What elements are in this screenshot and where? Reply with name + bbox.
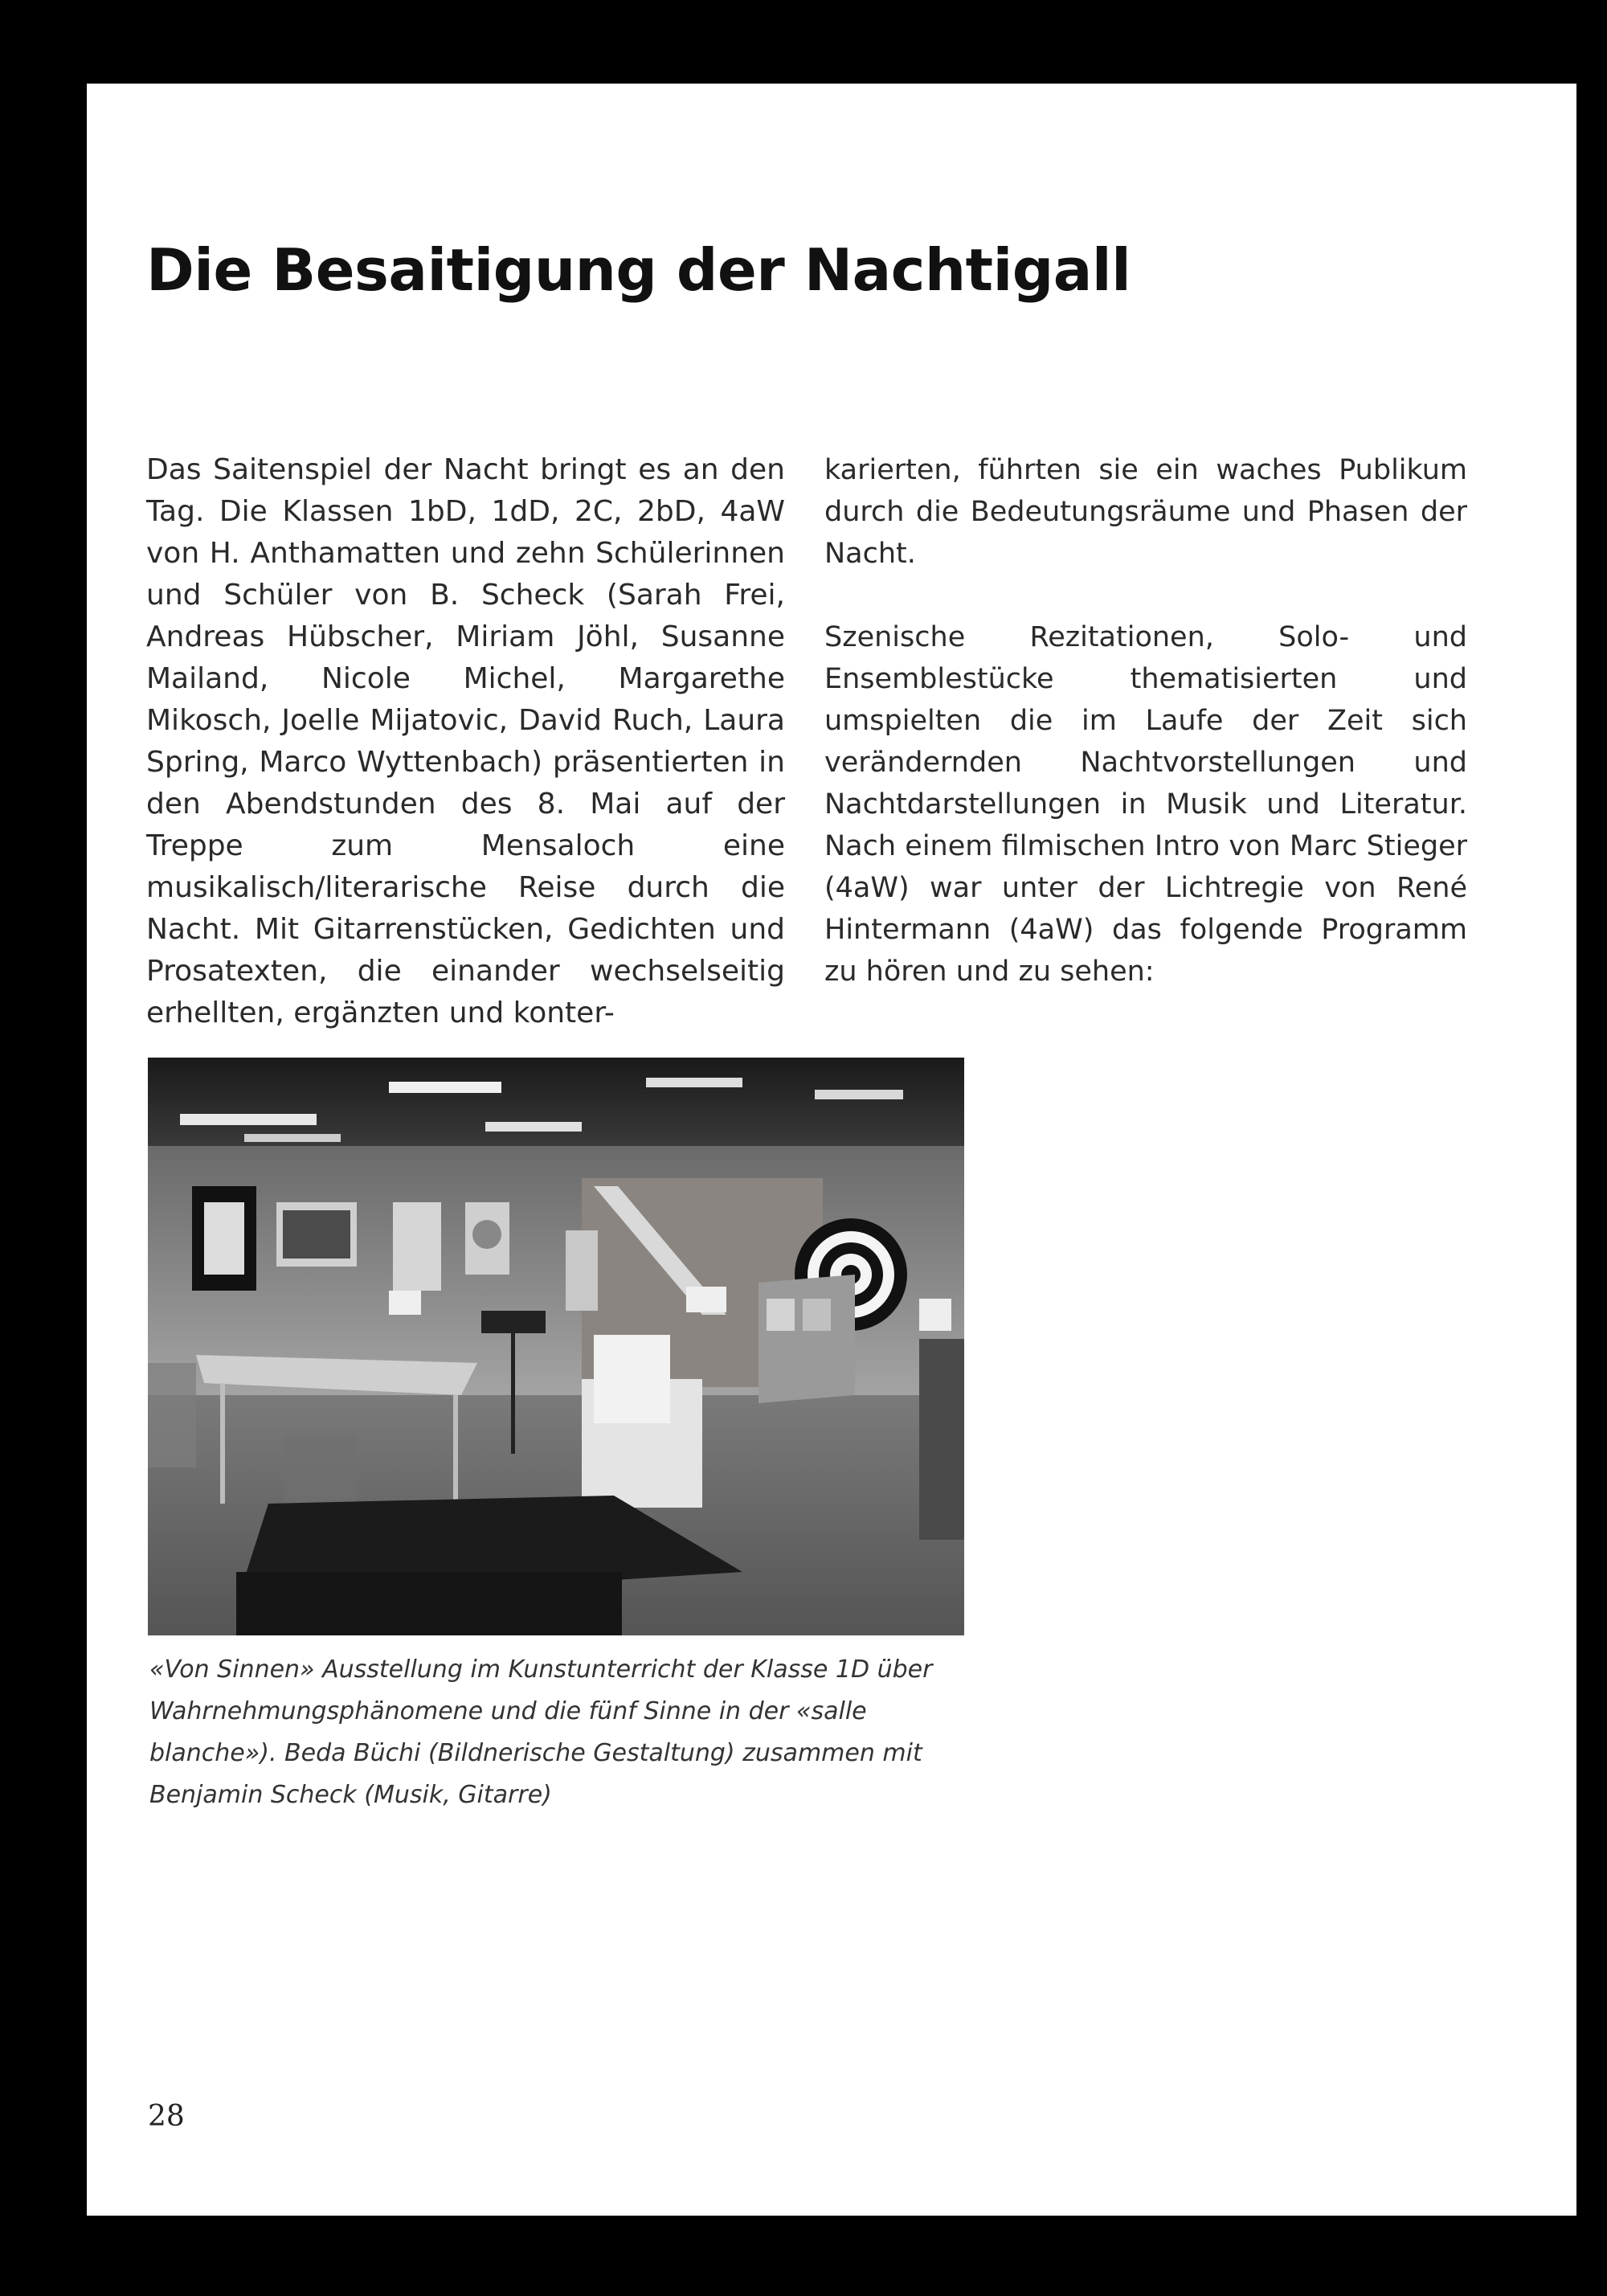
exhibition-photo [148, 1058, 964, 1635]
article-title: Die Besaitigung der Nachtigall [146, 236, 1131, 304]
paragraph-1-continued: karierten, führten sie ein waches Publikum durch die Bedeutungsräume und Phasen der Nacht. [824, 454, 1467, 570]
text-column-left [146, 449, 785, 1034]
page [87, 84, 1576, 2216]
exhibition-photo-illustration [148, 1058, 964, 1635]
paragraph-1: Das Saitenspiel der Nacht bringt es an den Tag. Die Klassen 1bD, 1dD, 2C, 2bD, 4aW von H. Anthamatten und zehn Schülerinnen und Schüler von B. Scheck (Sarah Frei, Andreas Hübscher, Miriam Jöhl, Susanne Mailand, Nicole Michel, Margarethe Mikosch, Joelle Mijatovic, David Ruch, Laura Spring, Marco Wyttenbach) präsentierten in den Abendstunden des 8. Mai auf der Treppe zum Mensaloch eine musikalisch/literarische Reise durch die Nacht. Mit Gitarrenstücken, Gedichten und Prosatexten, die einander wechselseitig erhellten, ergänzten und konter- [146, 453, 785, 1029]
page-number: 28 [148, 2100, 185, 2133]
text-column-right [824, 449, 1467, 992]
figure-caption: «Von Sinnen» Ausstellung im Kunstunterricht der Klasse 1D über Wahrnehmungsphänomene und die fünf Sinne in der «salle blanche»). Beda Büchi (Bildnerische Gestaltung) zusammen mit Benjamin Scheck (Musik, Gitarre) [149, 1655, 933, 1809]
paragraph-2: Szenische Rezitationen, Solo- und Ensemblestücke thematisierten und umspielten die im Laufe der Zeit sich verändernden Nachtvorstellungen und Nachtdarstellungen in Musik und Literatur. Nach einem filmischen Intro von Marc Stieger (4aW) war unter der Lichtregie von René Hintermann (4aW) das folgende Programm zu hören und zu sehen: [824, 621, 1467, 988]
